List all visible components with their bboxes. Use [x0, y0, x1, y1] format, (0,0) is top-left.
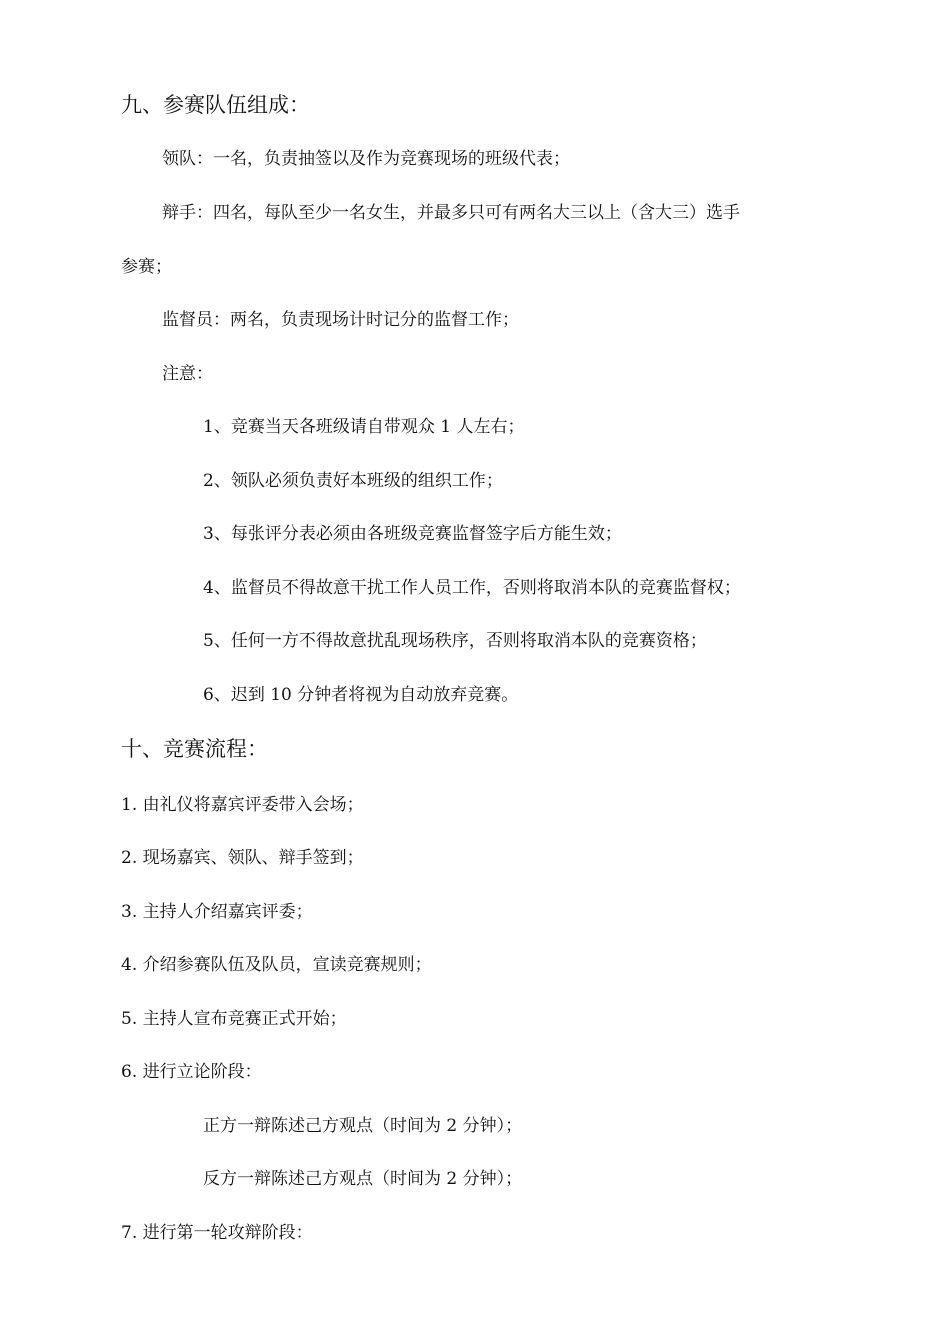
note-item: 1、竞赛当天各班级请自带观众 1 人左右；: [203, 417, 525, 437]
section-10-heading: 十、竞赛流程：: [121, 737, 268, 761]
process-step: 1. 由礼仪将嘉宾评委带入会场；: [121, 795, 364, 815]
note-item: 3、每张评分表必须由各班级竞赛监督签字后方能生效；: [203, 524, 622, 544]
process-step: 7. 进行第一轮攻辩阶段：: [121, 1223, 313, 1243]
process-step: 2. 现场嘉宾、领队、辩手签到；: [121, 848, 364, 868]
process-step: 6. 进行立论阶段：: [121, 1062, 262, 1082]
process-step-detail: 反方一辩陈述己方观点（时间为 2 分钟）；: [203, 1169, 523, 1189]
note-item: 2、领队必须负责好本班级的组织工作；: [203, 471, 503, 491]
debaters-text-line-2: 参赛；: [121, 257, 172, 277]
leader-text: 领队：一名，负责抽签以及作为竞赛现场的班级代表；: [162, 149, 570, 169]
note-item: 6、迟到 10 分钟者将视为自动放弃竞赛。: [203, 685, 519, 705]
section-9-heading: 九、参赛队伍组成：: [121, 93, 310, 117]
note-item: 5、任何一方不得故意扰乱现场秩序，否则将取消本队的竞赛资格；: [203, 631, 707, 651]
note-label: 注意：: [162, 364, 213, 384]
debaters-text-line-1: 辩手：四名，每队至少一名女生，并最多只可有两名大三以上（含大三）选手: [162, 203, 740, 223]
process-step: 3. 主持人介绍嘉宾评委；: [121, 902, 313, 922]
process-step: 5. 主持人宣布竞赛正式开始；: [121, 1009, 347, 1029]
process-step-detail: 正方一辩陈述己方观点（时间为 2 分钟）；: [203, 1116, 523, 1136]
note-item: 4、监督员不得故意干扰工作人员工作，否则将取消本队的竞赛监督权；: [203, 578, 741, 598]
process-step: 4. 介绍参赛队伍及队员，宣读竞赛规则；: [121, 955, 432, 975]
supervisors-text: 监督员：两名，负责现场计时记分的监督工作；: [162, 310, 519, 330]
